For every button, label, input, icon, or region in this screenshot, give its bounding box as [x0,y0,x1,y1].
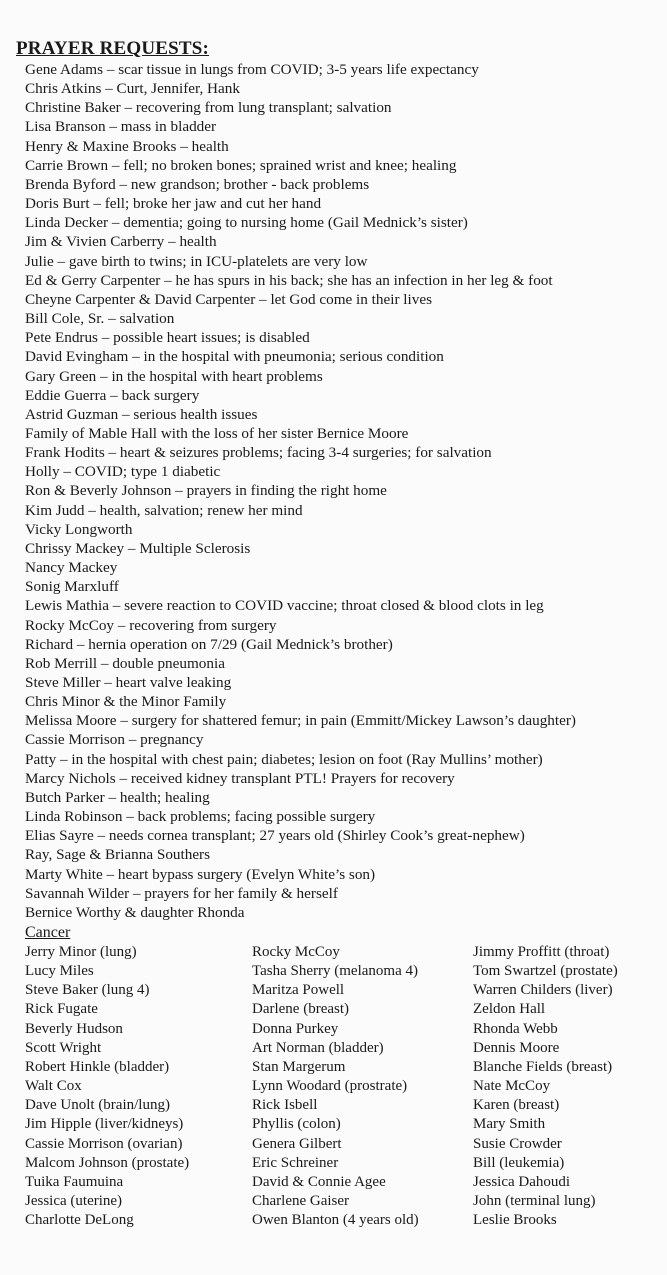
prayer-request-item: Butch Parker – health; healing [25,788,210,806]
cancer-list-item: Jim Hipple (liver/kidneys) [25,1116,184,1133]
prayer-request-item: Lewis Mathia – severe reaction to COVID vaccine; throat closed & blood clots in leg [25,597,544,615]
prayer-request-item: Christine Baker – recovering from lung transplant; salvation [25,99,392,117]
cancer-list-item: Karen (breast) [473,1097,560,1114]
prayer-request-item: Lisa Branson – mass in bladder [25,118,217,136]
cancer-list-item: Malcom Johnson (prostate) [25,1154,190,1171]
cancer-list-item: Phyllis (colon) [252,1116,341,1133]
cancer-list-item: Nate McCoy [473,1078,551,1095]
prayer-request-item: Astrid Guzman – serious health issues [25,405,258,423]
cancer-list-item: Leslie Brooks [473,1212,557,1229]
page-title: PRAYER REQUESTS: [16,38,210,59]
cancer-list-item: Maritza Powell [252,982,345,999]
prayer-request-item: Patty – in the hospital with chest pain; diabetes; lesion on foot (Ray Mullins’ mother) [25,750,543,768]
prayer-request-item: Bill Cole, Sr. – salvation [25,310,175,328]
prayer-request-item: Chris Minor & the Minor Family [25,693,227,711]
cancer-list-item: Tuika Faumuina [25,1173,124,1190]
cancer-list-item: Dave Unolt (brain/lung) [25,1097,170,1114]
prayer-request-item: Ray, Sage & Brianna Southers [25,846,211,864]
cancer-list-item: Donna Purkey [252,1020,339,1037]
prayer-request-item: Marcy Nichols – received kidney transplant PTL! Prayers for recovery [25,769,455,787]
prayer-request-item: Vicky Longworth [25,520,133,538]
prayer-request-item: Gene Adams – scar tissue in lungs from COVID; 3-5 years life expectancy [25,61,479,78]
prayer-request-item: Jim & Vivien Carberry – health [25,233,217,251]
cancer-list-item: Warren Childers (liver) [473,982,613,999]
cancer-list-item: Rick Fugate [25,1001,98,1018]
prayer-request-item: Ed & Gerry Carpenter – he has spurs in his back; she has an infection in her leg & foot [25,271,553,289]
prayer-request-item: Chrissy Mackey – Multiple Sclerosis [25,539,251,557]
cancer-list-item: Eric Schreiner [252,1154,339,1171]
cancer-list-item: Genera Gilbert [252,1135,342,1152]
cancer-list-item: Beverly Hudson [25,1020,123,1037]
prayer-request-item: Linda Robinson – back problems; facing possible surgery [25,808,376,826]
prayer-request-item: Rocky McCoy – recovering from surgery [25,616,277,634]
prayer-request-item: Cheyne Carpenter & David Carpenter – let God come in their lives [25,290,432,308]
prayer-request-list [25,60,655,922]
cancer-list-item: Steve Baker (lung 4) [25,982,150,999]
prayer-request-item: Kim Judd – health, salvation; renew her mind [25,501,303,519]
cancer-list-item: Stan Margerum [252,1058,346,1075]
cancer-list-item: Rhonda Webb [473,1020,558,1037]
cancer-list-item: Jessica (uterine) [25,1193,123,1210]
cancer-list-item: John (terminal lung) [473,1193,596,1210]
cancer-list-item: Art Norman (bladder) [252,1039,384,1056]
prayer-request-item: Linda Decker – dementia; going to nursing home (Gail Mednick’s sister) [25,214,468,232]
prayer-request-item: Marty White – heart bypass surgery (Evelyn White’s son) [25,865,376,883]
prayer-request-item: Holly – COVID; type 1 diabetic [25,463,221,481]
cancer-list-item: Rick Isbell [252,1097,318,1114]
prayer-request-item: Bernice Worthy & daughter Rhonda [25,903,245,921]
prayer-request-item: Julie – gave birth to twins; in ICU-platelets are very low [25,252,368,270]
cancer-column-3 [473,943,618,1230]
cancer-list-item: Jessica Dahoudi [473,1173,571,1190]
cancer-list-item: Darlene (breast) [252,1001,350,1018]
cancer-column-2 [252,943,419,1230]
prayer-request-item: Ron & Beverly Johnson – prayers in finding the right home [25,482,387,500]
cancer-list-item: Jimmy Proffitt (throat) [473,944,610,960]
cancer-list-item: David & Connie Agee [252,1173,386,1190]
cancer-list-item: Charlene Gaiser [252,1193,350,1210]
cancer-list-item: Charlotte DeLong [25,1212,134,1229]
prayer-request-item: Gary Green – in the hospital with heart problems [25,367,323,385]
prayer-request-item: Richard – hernia operation on 7/29 (Gail Mednick’s brother) [25,635,393,653]
cancer-list-item: Susie Crowder [473,1135,562,1152]
cancer-list-item: Tom Swartzel (prostate) [473,963,618,980]
prayer-request-item: Family of Mable Hall with the loss of her sister Bernice Moore [25,424,409,442]
cancer-list-item: Mary Smith [473,1116,546,1133]
cancer-list-item: Tasha Sherry (melanoma 4) [252,963,418,980]
prayer-request-item: Cassie Morrison – pregnancy [25,731,204,749]
prayer-request-item: Melissa Moore – surgery for shattered femur; in pain (Emmitt/Mickey Lawson’s daughter) [25,712,576,730]
prayer-request-item: Frank Hodits – heart & seizures problems; facing 3-4 surgeries; for salvation [25,444,492,462]
prayer-request-item: Savannah Wilder – prayers for her family & herself [25,884,338,902]
cancer-list-item: Jerry Minor (lung) [25,944,137,960]
prayer-request-item: Chris Atkins – Curt, Jennifer, Hank [25,80,240,98]
cancer-column-1 [25,943,189,1230]
cancer-heading: Cancer [25,924,71,941]
cancer-list-item: Bill (leukemia) [473,1154,565,1171]
prayer-request-item: Steve Miller – heart valve leaking [25,674,232,691]
cancer-list-item: Rocky McCoy [252,944,340,960]
prayer-request-item: Brenda Byford – new grandson; brother - back problems [25,175,370,193]
prayer-request-item: Elias Sayre – needs cornea transplant; 27 years old (Shirley Cook’s great-nephew) [25,827,525,845]
prayer-request-item: Carrie Brown – fell; no broken bones; sprained wrist and knee; healing [25,156,457,174]
cancer-list-item: Robert Hinkle (bladder) [25,1058,170,1075]
cancer-list-item: Owen Blanton (4 years old) [252,1212,419,1229]
prayer-request-item: Henry & Maxine Brooks – health [25,137,229,155]
prayer-request-item: David Evingham – in the hospital with pneumonia; serious condition [25,348,444,366]
prayer-request-item: Doris Burt – fell; broke her jaw and cut her hand [25,195,322,213]
cancer-list-item: Cassie Morrison (ovarian) [25,1135,183,1152]
prayer-request-item: Rob Merrill – double pneumonia [25,654,225,672]
cancer-list-item: Walt Cox [25,1078,82,1095]
cancer-list-item: Lucy Miles [25,963,94,980]
cancer-list-item: Zeldon Hall [473,1001,546,1018]
cancer-list-item: Dennis Moore [473,1039,560,1056]
prayer-request-item: Eddie Guerra – back surgery [25,386,200,404]
cancer-list-item: Blanche Fields (breast) [473,1058,613,1075]
prayer-request-item: Nancy Mackey [25,559,118,577]
prayer-request-item: Sonig Marxluff [25,578,119,596]
prayer-request-item: Pete Endrus – possible heart issues; is disabled [25,329,310,347]
cancer-list-item: Lynn Woodard (prostrate) [252,1078,408,1095]
cancer-list-item: Scott Wright [25,1039,102,1056]
